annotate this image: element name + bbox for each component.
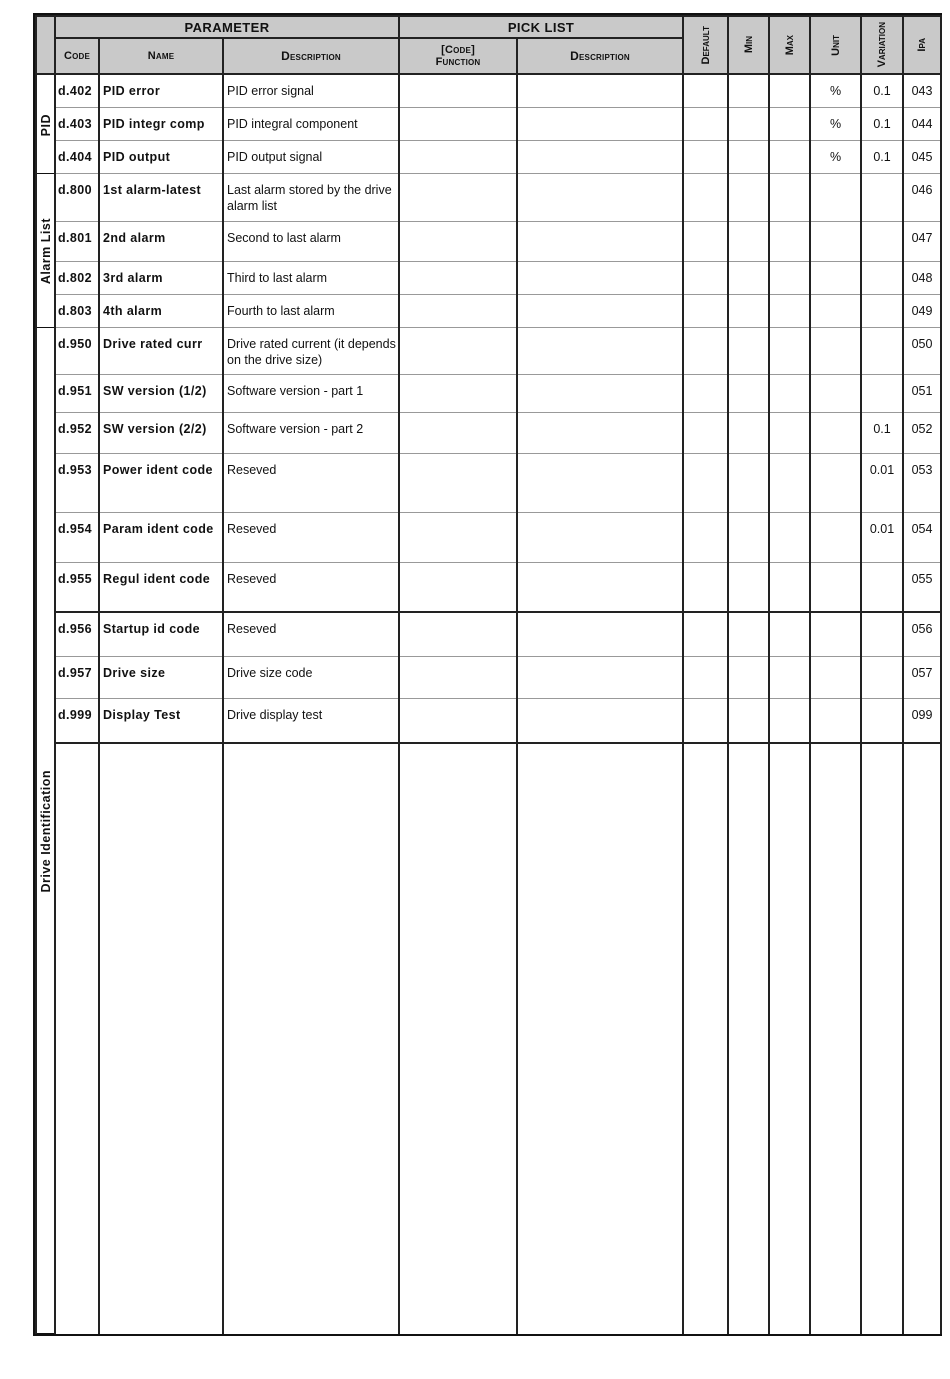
param-name: Drive rated curr xyxy=(99,327,223,374)
ipa-value: 047 xyxy=(903,221,941,261)
pick-code-function xyxy=(399,261,517,294)
unit-value xyxy=(810,261,861,294)
param-description: Software version - part 1 xyxy=(223,374,399,412)
ipa-value: 051 xyxy=(903,374,941,412)
param-description: Fourth to last alarm xyxy=(223,294,399,327)
default-value xyxy=(683,221,728,261)
min-value xyxy=(728,140,769,173)
code-function-header-line1: [Code] xyxy=(441,44,475,56)
default-value xyxy=(683,743,728,1334)
unit-value xyxy=(810,512,861,562)
param-code: d.955 xyxy=(55,562,99,612)
parameter-table-sheet xyxy=(33,13,942,1336)
variation-value: 0.1 xyxy=(861,140,903,173)
min-value xyxy=(728,562,769,612)
pick-description xyxy=(517,327,683,374)
pick-code-function xyxy=(399,107,517,140)
pick-description xyxy=(517,612,683,656)
param-description: Reseved xyxy=(223,612,399,656)
max-value xyxy=(769,327,810,374)
pick-description xyxy=(517,412,683,453)
unit-value xyxy=(810,698,861,743)
variation-value xyxy=(861,656,903,698)
pick-code-function xyxy=(399,698,517,743)
max-value xyxy=(769,74,810,107)
param-description: Second to last alarm xyxy=(223,221,399,261)
pick-description xyxy=(517,453,683,512)
ipa-value: 053 xyxy=(903,453,941,512)
unit-value: % xyxy=(810,107,861,140)
max-value xyxy=(769,294,810,327)
table-row xyxy=(36,374,941,412)
max-value xyxy=(769,173,810,221)
param-code: d.801 xyxy=(55,221,99,261)
ipa-value: 054 xyxy=(903,512,941,562)
default-header xyxy=(683,16,728,74)
param-name: SW version (2/2) xyxy=(99,412,223,453)
table-row xyxy=(36,612,941,656)
min-value xyxy=(728,656,769,698)
description-header: Description xyxy=(223,38,399,74)
max-value xyxy=(769,140,810,173)
max-value xyxy=(769,453,810,512)
max-value xyxy=(769,698,810,743)
variation-value xyxy=(861,221,903,261)
param-code: d.956 xyxy=(55,612,99,656)
param-code xyxy=(55,743,99,1334)
max-header xyxy=(769,16,810,74)
ipa-value: 046 xyxy=(903,173,941,221)
table-row xyxy=(36,698,941,743)
param-name: SW version (1/2) xyxy=(99,374,223,412)
ipa-value: 045 xyxy=(903,140,941,173)
ipa-value: 048 xyxy=(903,261,941,294)
pick-description xyxy=(517,294,683,327)
pick-description xyxy=(517,374,683,412)
min-value xyxy=(728,221,769,261)
empty-filler-row xyxy=(36,743,941,1334)
unit-value xyxy=(810,374,861,412)
param-name: Startup id code xyxy=(99,612,223,656)
param-code: d.952 xyxy=(55,412,99,453)
variation-value xyxy=(861,612,903,656)
default-value xyxy=(683,374,728,412)
table-row xyxy=(36,656,941,698)
param-name: 3rd alarm xyxy=(99,261,223,294)
pick-description xyxy=(517,140,683,173)
code-function-header xyxy=(399,38,517,74)
max-value xyxy=(769,656,810,698)
pick-description xyxy=(517,698,683,743)
param-name xyxy=(99,743,223,1334)
table-row xyxy=(36,261,941,294)
variation-value: 0.1 xyxy=(861,107,903,140)
param-name: PID integr comp xyxy=(99,107,223,140)
pick-code-function xyxy=(399,453,517,512)
code-function-header-line2: Function xyxy=(435,56,481,68)
table-row xyxy=(36,327,941,374)
param-description: Drive size code xyxy=(223,656,399,698)
table-row xyxy=(36,221,941,261)
group-label-pid: PID xyxy=(39,113,53,136)
ipa-header-label: Ipa xyxy=(916,38,929,52)
unit-value xyxy=(810,221,861,261)
pick-code-function xyxy=(399,140,517,173)
param-name: Display Test xyxy=(99,698,223,743)
ipa-value: 055 xyxy=(903,562,941,612)
min-value xyxy=(728,294,769,327)
max-value xyxy=(769,562,810,612)
max-value xyxy=(769,261,810,294)
table-row xyxy=(36,173,941,221)
variation-value: 0.01 xyxy=(861,512,903,562)
variation-value xyxy=(861,743,903,1334)
table-row xyxy=(36,453,941,512)
table-row xyxy=(36,74,941,107)
pick-description xyxy=(517,173,683,221)
param-code: d.951 xyxy=(55,374,99,412)
param-name: PID output xyxy=(99,140,223,173)
min-value xyxy=(728,327,769,374)
pick-code-function xyxy=(399,74,517,107)
variation-value: 0.01 xyxy=(861,453,903,512)
ipa-header xyxy=(903,16,941,74)
variation-header xyxy=(861,16,903,74)
group-label-alarm-list: Alarm List xyxy=(39,217,53,285)
param-description: Third to last alarm xyxy=(223,261,399,294)
max-value xyxy=(769,374,810,412)
pick-code-function xyxy=(399,743,517,1334)
param-code: d.954 xyxy=(55,512,99,562)
ipa-value: 052 xyxy=(903,412,941,453)
max-value xyxy=(769,612,810,656)
max-value xyxy=(769,512,810,562)
pick-code-function xyxy=(399,173,517,221)
pick-description xyxy=(517,743,683,1334)
min-value xyxy=(728,74,769,107)
min-value xyxy=(728,412,769,453)
param-code: d.950 xyxy=(55,327,99,374)
default-value xyxy=(683,327,728,374)
variation-value xyxy=(861,294,903,327)
pick-code-function xyxy=(399,512,517,562)
pick-description xyxy=(517,656,683,698)
unit-value xyxy=(810,562,861,612)
param-description: Drive display test xyxy=(223,698,399,743)
pick-description xyxy=(517,512,683,562)
table-row xyxy=(36,412,941,453)
min-value xyxy=(728,173,769,221)
parameter-table-body xyxy=(36,74,941,1334)
default-header-label: Default xyxy=(699,25,712,65)
ipa-value: 049 xyxy=(903,294,941,327)
param-name: 4th alarm xyxy=(99,294,223,327)
pick-list-header: PICK LIST xyxy=(399,16,683,38)
pick-description xyxy=(517,74,683,107)
param-code: d.800 xyxy=(55,173,99,221)
variation-value: 0.1 xyxy=(861,74,903,107)
unit-value: % xyxy=(810,74,861,107)
table-row xyxy=(36,140,941,173)
variation-value xyxy=(861,261,903,294)
param-description: Reseved xyxy=(223,453,399,512)
unit-value xyxy=(810,743,861,1334)
unit-value xyxy=(810,327,861,374)
param-code: d.404 xyxy=(55,140,99,173)
param-code: d.403 xyxy=(55,107,99,140)
unit-value xyxy=(810,412,861,453)
param-description: Drive rated current (it depends on the drive size) xyxy=(223,327,399,374)
param-code: d.802 xyxy=(55,261,99,294)
ipa-value: 043 xyxy=(903,74,941,107)
default-value xyxy=(683,656,728,698)
param-name: 2nd alarm xyxy=(99,221,223,261)
default-value xyxy=(683,412,728,453)
group-cell xyxy=(36,327,55,1334)
pick-description xyxy=(517,107,683,140)
ipa-value: 050 xyxy=(903,327,941,374)
unit-value xyxy=(810,173,861,221)
max-value xyxy=(769,107,810,140)
param-description xyxy=(223,743,399,1334)
default-value xyxy=(683,140,728,173)
default-value xyxy=(683,698,728,743)
ipa-value: 057 xyxy=(903,656,941,698)
pick-code-function xyxy=(399,327,517,374)
pick-code-function xyxy=(399,221,517,261)
min-value xyxy=(728,512,769,562)
param-name: 1st alarm-latest xyxy=(99,173,223,221)
code-header: Code xyxy=(55,38,99,74)
name-header: Name xyxy=(99,38,223,74)
unit-header xyxy=(810,16,861,74)
pick-code-function xyxy=(399,412,517,453)
variation-header-label: Variation xyxy=(876,22,889,68)
pick-code-function xyxy=(399,294,517,327)
min-value xyxy=(728,107,769,140)
min-value xyxy=(728,261,769,294)
parameter-header: PARAMETER xyxy=(55,16,399,38)
variation-value xyxy=(861,698,903,743)
param-name: Param ident code xyxy=(99,512,223,562)
param-code: d.999 xyxy=(55,698,99,743)
pick-description xyxy=(517,261,683,294)
pick-description xyxy=(517,562,683,612)
min-value xyxy=(728,374,769,412)
unit-header-label: Unit xyxy=(829,34,842,56)
variation-value xyxy=(861,374,903,412)
default-value xyxy=(683,562,728,612)
ipa-value: 099 xyxy=(903,698,941,743)
parameter-table xyxy=(35,15,942,1334)
max-value xyxy=(769,221,810,261)
max-header-label: Max xyxy=(783,34,796,56)
unit-value xyxy=(810,612,861,656)
unit-value xyxy=(810,453,861,512)
group-label-drive-identification: Drive Identification xyxy=(39,769,53,893)
param-code: d.953 xyxy=(55,453,99,512)
min-value xyxy=(728,612,769,656)
param-description: PID integral component xyxy=(223,107,399,140)
group-cell xyxy=(36,74,55,173)
pick-code-function xyxy=(399,656,517,698)
default-value xyxy=(683,107,728,140)
group-cell xyxy=(36,173,55,327)
param-description: Reseved xyxy=(223,512,399,562)
max-value xyxy=(769,412,810,453)
table-row xyxy=(36,562,941,612)
param-code: d.957 xyxy=(55,656,99,698)
variation-value: 0.1 xyxy=(861,412,903,453)
min-value xyxy=(728,743,769,1334)
default-value xyxy=(683,512,728,562)
default-value xyxy=(683,612,728,656)
max-value xyxy=(769,743,810,1334)
ipa-value: 056 xyxy=(903,612,941,656)
param-name: Drive size xyxy=(99,656,223,698)
variation-value xyxy=(861,562,903,612)
group-column-header xyxy=(36,16,55,74)
param-code: d.803 xyxy=(55,294,99,327)
min-value xyxy=(728,698,769,743)
table-row xyxy=(36,294,941,327)
table-row xyxy=(36,107,941,140)
table-row xyxy=(36,512,941,562)
variation-value xyxy=(861,327,903,374)
variation-value xyxy=(861,173,903,221)
param-name: Regul ident code xyxy=(99,562,223,612)
param-description: Reseved xyxy=(223,562,399,612)
pick-description-header: Description xyxy=(517,38,683,74)
default-value xyxy=(683,261,728,294)
default-value xyxy=(683,74,728,107)
default-value xyxy=(683,173,728,221)
pick-code-function xyxy=(399,374,517,412)
pick-code-function xyxy=(399,612,517,656)
param-code: d.402 xyxy=(55,74,99,107)
param-name: PID error xyxy=(99,74,223,107)
ipa-value xyxy=(903,743,941,1334)
default-value xyxy=(683,294,728,327)
min-header xyxy=(728,16,769,74)
unit-value xyxy=(810,294,861,327)
param-description: Last alarm stored by the drive alarm list xyxy=(223,173,399,221)
param-description: Software version - part 2 xyxy=(223,412,399,453)
param-description: PID output signal xyxy=(223,140,399,173)
ipa-value: 044 xyxy=(903,107,941,140)
param-name: Power ident code xyxy=(99,453,223,512)
param-description: PID error signal xyxy=(223,74,399,107)
default-value xyxy=(683,453,728,512)
pick-code-function xyxy=(399,562,517,612)
pick-description xyxy=(517,221,683,261)
unit-value: % xyxy=(810,140,861,173)
min-value xyxy=(728,453,769,512)
min-header-label: Min xyxy=(742,36,755,54)
unit-value xyxy=(810,656,861,698)
